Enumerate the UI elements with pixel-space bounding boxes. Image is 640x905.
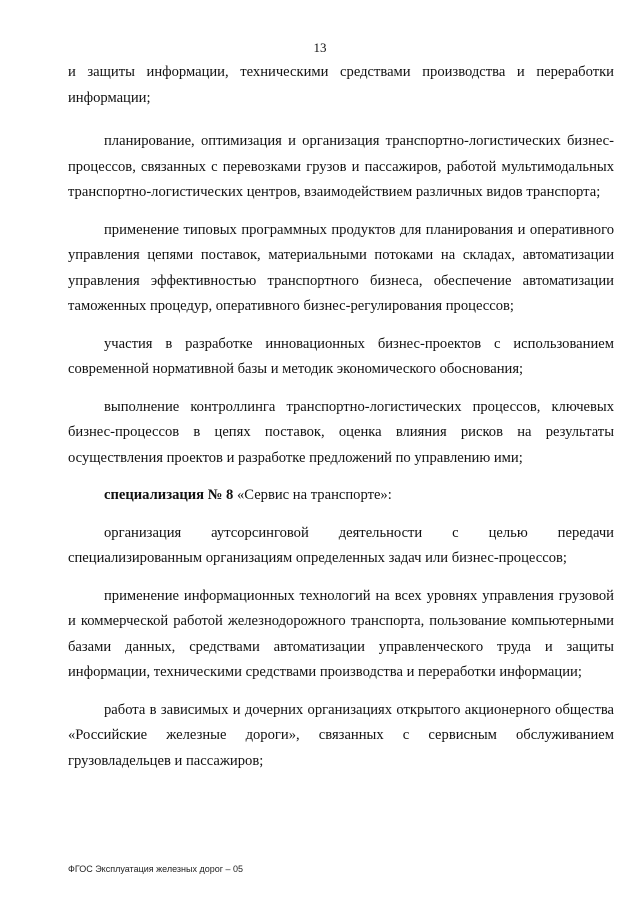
specialization-title: «Сервис на транспорте»: xyxy=(233,487,392,503)
paragraph-innovation: участия в разработке инновационных бизнес-проектов с использованием современной нормативной базы и методик экономического обоснования; xyxy=(68,335,614,377)
paragraph-software: применение типовых программных продуктов для планирования и оперативного управления цепями поставок, материальными потоками на складах, автоматизации управления эффективностью транспортного бизнеса, обеспечение автоматизации таможенных процедур, оперативного бизнес-регулирования процессов; xyxy=(68,221,614,314)
paragraph-planning: планирование, оптимизация и организация транспортно-логистических бизнес-процессов, связанных с перевозками грузов и пассажиров, работой мультимодальных транспортно-логистических центров, взаимодействием различных видов транспорта; xyxy=(68,133,614,200)
paragraph-controlling: выполнение контроллинга транспортно-логистических процессов, ключевых бизнес-процессов в цепях поставок, оценка влияния рисков на результаты осуществления проектов и разработке предложений по управлению ими; xyxy=(68,398,614,466)
page-footer: ФГОС Эксплуатация железных дорог – 05 xyxy=(68,864,244,874)
specialization-number: специализация № 8 xyxy=(104,487,234,503)
paragraph-continuation: и защиты информации, техническими средствами производства и переработки информации; xyxy=(68,64,614,106)
page-number: 13 xyxy=(313,40,327,55)
paragraph-subsidiaries: работа в зависимых и дочерних организациях открытого акционерного общества «Российские железные дороги», связанных с сервисным обслуживанием грузовладельцев и пассажиров; xyxy=(68,701,614,769)
paragraph-it: применение информационных технологий на всех уровнях управления грузовой и коммерческой работой железнодорожного транспорта, пользование компьютерными базами данных, средствами автоматизации управленческого труда и защиты информации, техническими средствами производства и переработки информации; xyxy=(68,587,614,680)
document-body xyxy=(68,60,614,786)
specialization-heading xyxy=(68,483,614,509)
paragraph-outsourcing: организация аутсорсинговой деятельности с целью передачи специализированным организациям определенных задач или бизнес-процессов; xyxy=(68,524,614,566)
